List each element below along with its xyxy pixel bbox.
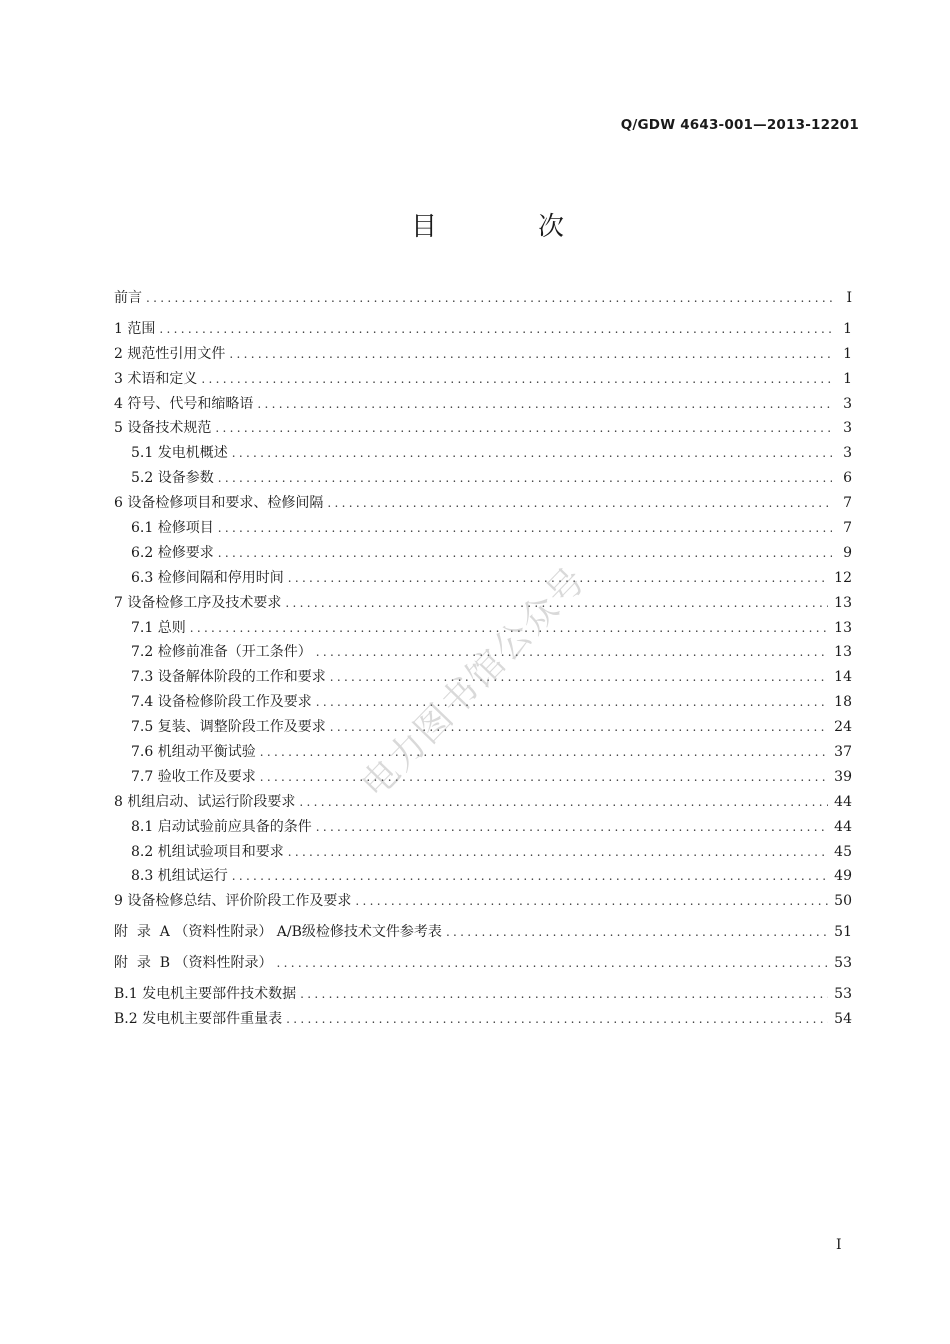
toc-page: 44 xyxy=(834,818,852,835)
dot-leader xyxy=(277,951,829,976)
toc-entry[interactable] xyxy=(114,715,852,740)
toc-entry[interactable] xyxy=(114,516,852,541)
title-char-1: 目 xyxy=(411,212,438,242)
toc-page: 13 xyxy=(834,594,852,611)
dot-leader xyxy=(330,665,828,690)
toc-page: 3 xyxy=(843,420,852,437)
toc-page: 7 xyxy=(843,495,852,512)
toc-page: 14 xyxy=(834,669,852,686)
dot-leader xyxy=(201,367,832,392)
toc-page: 18 xyxy=(834,694,852,711)
toc-page: 1 xyxy=(843,320,852,337)
toc-page: 24 xyxy=(834,719,852,736)
toc-label: 7.2 检修前准备（开工条件） xyxy=(131,644,312,661)
toc-label: 8.3 机组试运行 xyxy=(131,868,228,885)
dot-leader xyxy=(159,317,832,342)
toc-label: B.2 发电机主要部件重量表 xyxy=(114,1010,283,1027)
toc-page: 44 xyxy=(834,793,852,810)
document-code: Q/GDW 4643-001—2013-12201 xyxy=(620,117,859,133)
toc-entry[interactable] xyxy=(114,815,852,840)
toc-page: 9 xyxy=(843,544,852,561)
dot-leader xyxy=(260,765,828,790)
toc-entry[interactable] xyxy=(114,342,852,367)
toc-page: 50 xyxy=(834,893,852,910)
title-char-2: 次 xyxy=(538,212,565,242)
dot-leader xyxy=(355,889,828,914)
toc-label: 5 设备技术规范 xyxy=(114,420,212,437)
toc-page: 53 xyxy=(834,986,852,1003)
toc-label: 附 录 A （资料性附录） A/B级检修技术文件参考表 xyxy=(114,924,442,941)
footer-page-number: I xyxy=(836,1237,842,1253)
dot-leader xyxy=(257,392,832,417)
toc-label: 8.1 启动试验前应具备的条件 xyxy=(131,818,312,835)
toc-entry[interactable] xyxy=(114,1007,852,1032)
toc-entry[interactable] xyxy=(114,286,852,311)
toc-label: 7 设备检修工序及技术要求 xyxy=(114,594,282,611)
toc-entry[interactable] xyxy=(114,491,852,516)
toc-entry[interactable] xyxy=(114,740,852,765)
toc-label: 6.2 检修要求 xyxy=(131,544,214,561)
toc-page: 1 xyxy=(843,370,852,387)
toc-label: 7.3 设备解体阶段的工作和要求 xyxy=(131,669,326,686)
toc-entry[interactable] xyxy=(114,864,852,889)
dot-leader xyxy=(316,815,828,840)
toc-page: 13 xyxy=(834,619,852,636)
toc-entry[interactable] xyxy=(114,982,852,1007)
dot-leader xyxy=(232,441,832,466)
toc-entry[interactable] xyxy=(114,416,852,441)
toc-label: 6 设备检修项目和要求、检修间隔 xyxy=(114,495,324,512)
toc-label: 7.5 复装、调整阶段工作及要求 xyxy=(131,719,326,736)
toc-label: 9 设备检修总结、评价阶段工作及要求 xyxy=(114,893,352,910)
toc-label: 4 符号、代号和缩略语 xyxy=(114,395,254,412)
toc-page: 6 xyxy=(843,470,852,487)
dot-leader xyxy=(146,286,832,311)
toc-page: 39 xyxy=(834,768,852,785)
toc-entry[interactable] xyxy=(114,466,852,491)
dot-leader xyxy=(286,1007,828,1032)
toc-entry[interactable] xyxy=(114,367,852,392)
dot-leader xyxy=(232,864,828,889)
toc-label: 7.1 总则 xyxy=(131,619,186,636)
toc-label: B.1 发电机主要部件技术数据 xyxy=(114,986,297,1003)
toc-label: 5.2 设备参数 xyxy=(131,470,214,487)
toc-label: 8 机组启动、试运行阶段要求 xyxy=(114,793,296,810)
toc-entry[interactable] xyxy=(114,541,852,566)
toc-page: 12 xyxy=(834,569,852,586)
toc-label: 6.3 检修间隔和停用时间 xyxy=(131,569,284,586)
toc-entry[interactable] xyxy=(114,566,852,591)
toc-page: 54 xyxy=(834,1010,852,1027)
toc-page: 7 xyxy=(843,520,852,537)
toc-page: 51 xyxy=(834,924,852,941)
toc-entry[interactable] xyxy=(114,392,852,417)
toc-entry[interactable] xyxy=(114,790,852,815)
toc-entry[interactable] xyxy=(114,441,852,466)
toc-label: 5.1 发电机概述 xyxy=(131,445,228,462)
toc-page: 13 xyxy=(834,644,852,661)
toc-entry[interactable] xyxy=(114,951,852,976)
toc-label: 前言 xyxy=(114,290,142,306)
toc-page: 53 xyxy=(834,955,852,972)
dot-leader xyxy=(218,466,832,491)
dot-leader xyxy=(316,640,828,665)
toc-entry[interactable] xyxy=(114,317,852,342)
toc-entry[interactable] xyxy=(114,765,852,790)
toc-label: 7.4 设备检修阶段工作及要求 xyxy=(131,694,312,711)
toc-page: I xyxy=(846,290,852,306)
toc-page: 1 xyxy=(843,345,852,362)
toc-entry[interactable] xyxy=(114,920,852,945)
toc-entry[interactable] xyxy=(114,840,852,865)
watermark: 电力图书馆公众号 xyxy=(353,558,595,807)
dot-leader xyxy=(215,416,832,441)
toc-label: 1 范围 xyxy=(114,320,156,337)
toc-label: 7.6 机组动平衡试验 xyxy=(131,744,256,761)
toc-label: 7.7 验收工作及要求 xyxy=(131,768,256,785)
toc-label: 附 录 B （资料性附录） xyxy=(114,955,273,972)
toc-page: 3 xyxy=(843,445,852,462)
dot-leader xyxy=(327,491,832,516)
dot-leader xyxy=(316,690,828,715)
dot-leader xyxy=(218,541,832,566)
toc-label: 2 规范性引用文件 xyxy=(114,345,226,362)
toc-page: 37 xyxy=(834,744,852,761)
toc-page: 45 xyxy=(834,843,852,860)
toc-label: 6.1 检修项目 xyxy=(131,520,214,537)
toc-entry[interactable] xyxy=(114,889,852,914)
toc-page: 3 xyxy=(843,395,852,412)
dot-leader xyxy=(300,982,828,1007)
dot-leader xyxy=(229,342,832,367)
toc-label: 3 术语和定义 xyxy=(114,370,198,387)
toc-entry[interactable] xyxy=(114,591,852,616)
toc-page: 49 xyxy=(834,868,852,885)
dot-leader xyxy=(446,920,828,945)
toc-label: 8.2 机组试验项目和要求 xyxy=(131,843,284,860)
dot-leader xyxy=(288,840,828,865)
dot-leader xyxy=(260,740,828,765)
dot-leader xyxy=(218,516,832,541)
